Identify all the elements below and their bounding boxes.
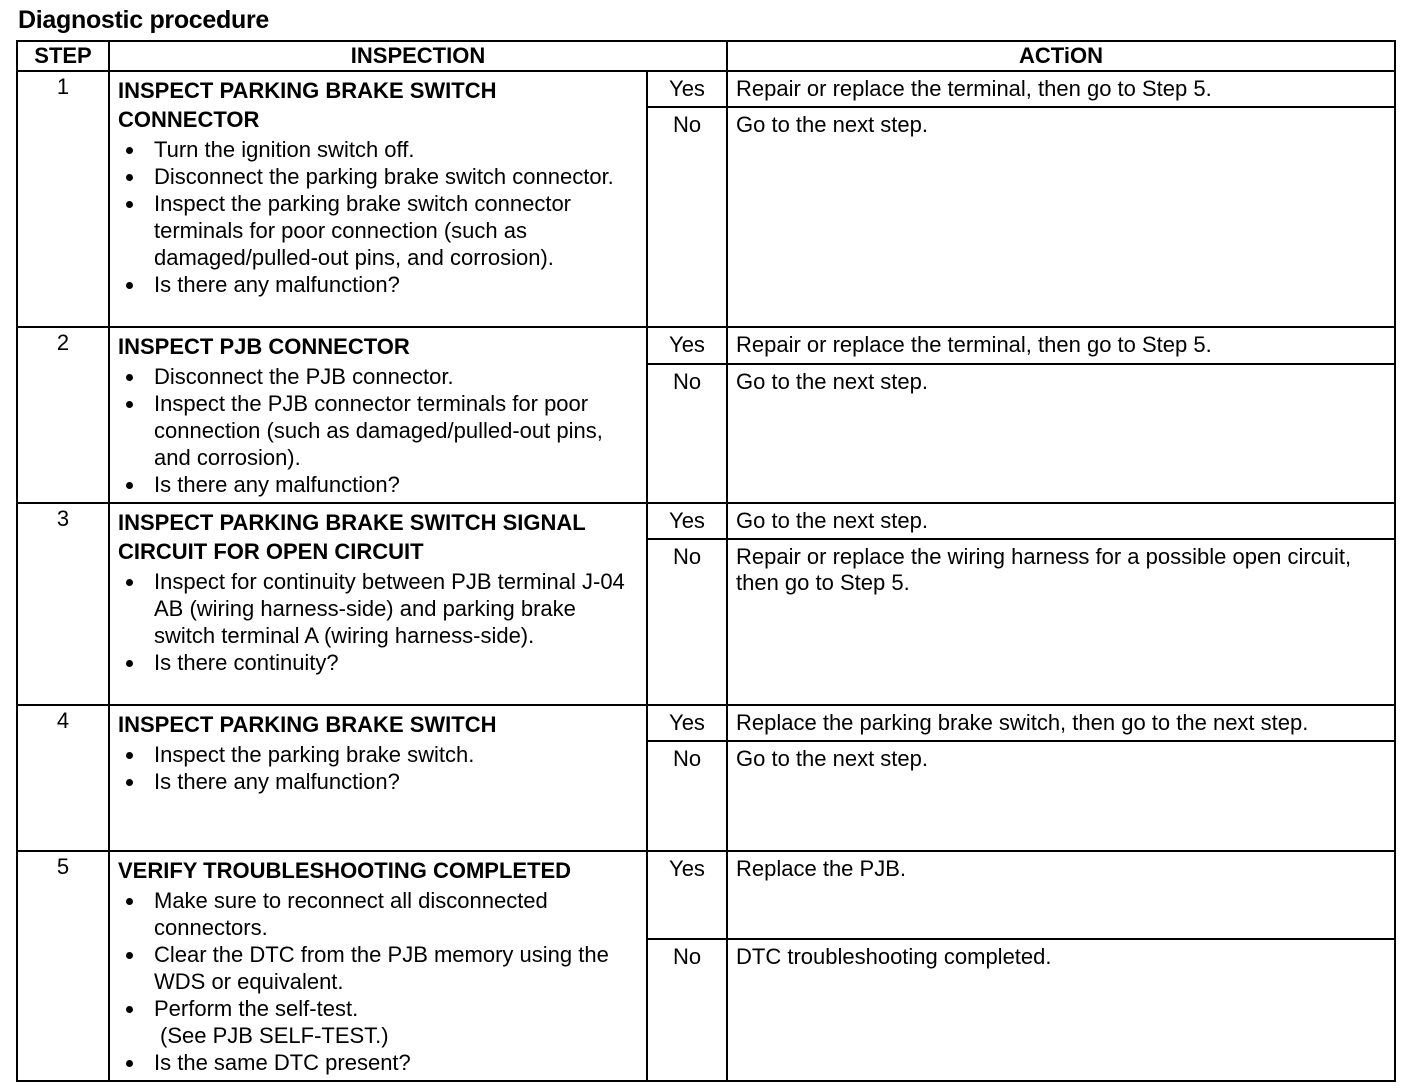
bullet-icon [126, 201, 133, 208]
yes-action: Go to the next step. [727, 503, 1395, 539]
bullet-icon [126, 374, 133, 381]
yes-label: Yes [647, 71, 727, 107]
bullet-icon [126, 660, 133, 667]
step-bullet-list [118, 136, 638, 298]
no-label: No [647, 364, 727, 503]
yes-label: Yes [647, 327, 727, 364]
step-1-yes-row [17, 71, 1395, 107]
yes-label: Yes [647, 705, 727, 741]
bullet-icon [126, 952, 133, 959]
step-number: 4 [17, 705, 109, 851]
step-bullet-list [118, 568, 638, 676]
yes-action: Repair or replace the terminal, then go to Step 5. [727, 71, 1395, 107]
yes-action: Repair or replace the terminal, then go to Step 5. [727, 327, 1395, 364]
diagnostic-table [16, 40, 1396, 1082]
step-bullet-list [118, 741, 638, 795]
step-number: 2 [17, 327, 109, 503]
bullet-item: Inspect for continuity between PJB terminal J-04 AB (wiring harness-side) and parking brake switch terminal A (wiring harness-side). [154, 568, 638, 649]
yes-label: Yes [647, 503, 727, 539]
no-label: No [647, 107, 727, 327]
bullet-item: Is the same DTC present? [154, 1049, 638, 1076]
header-row [17, 41, 1395, 71]
bullet-icon [126, 174, 133, 181]
no-action: Go to the next step. [727, 107, 1395, 327]
bullet-item: Perform the self-test. (See PJB SELF-TEST.) [154, 995, 638, 1049]
step-number: 5 [17, 851, 109, 1081]
bullet-item: Disconnect the PJB connector. [154, 363, 638, 390]
bullet-item: Is there any malfunction? [154, 471, 638, 498]
no-action: Go to the next step. [727, 364, 1395, 503]
step-5-yes-row [17, 851, 1395, 939]
step-2-yes-row [17, 327, 1395, 364]
bullet-item: Turn the ignition switch off. [154, 136, 638, 163]
bullet-icon [126, 401, 133, 408]
yes-action: Replace the parking brake switch, then go to the next step. [727, 705, 1395, 741]
bullet-icon [126, 147, 133, 154]
bullet-item: Is there any malfunction? [154, 271, 638, 298]
yes-label: Yes [647, 851, 727, 939]
no-label: No [647, 539, 727, 705]
step-header: STEP [17, 41, 109, 71]
bullet-item: Clear the DTC from the PJB memory using the WDS or equivalent. [154, 941, 638, 995]
bullet-item: Inspect the parking brake switch connector terminals for poor connection (such as damaged/pulled-out pins, and corrosion). [154, 190, 638, 271]
step-bullet-list [118, 363, 638, 498]
bullet-icon [126, 898, 133, 905]
bullet-icon [126, 579, 133, 586]
step-inspection [109, 503, 647, 705]
step-title: VERIFY TROUBLESHOOTING COMPLETED [118, 858, 572, 883]
inspection-header: INSPECTION [109, 41, 727, 71]
step-title: INSPECT PARKING BRAKE SWITCH [118, 712, 497, 737]
step-inspection [109, 705, 647, 851]
no-label: No [647, 741, 727, 851]
step-4-yes-row [17, 705, 1395, 741]
step-inspection [109, 71, 647, 327]
step-number: 1 [17, 71, 109, 327]
no-label: No [647, 939, 727, 1081]
step-inspection [109, 327, 647, 503]
page-title: Diagnostic procedure [18, 6, 269, 34]
bullet-icon [126, 752, 133, 759]
bullet-item: Is there any malfunction? [154, 768, 638, 795]
no-action: DTC troubleshooting completed. [727, 939, 1395, 1081]
bullet-icon [126, 1006, 133, 1013]
step-3-yes-row [17, 503, 1395, 539]
step-title: INSPECT PARKING BRAKE SWITCH CONNECTOR [118, 78, 497, 132]
action-header: ACTiON [727, 41, 1395, 71]
step-bullet-list [118, 887, 638, 1076]
bullet-item: Is there continuity? [154, 649, 638, 676]
bullet-icon [126, 282, 133, 289]
bullet-item: Inspect the PJB connector terminals for poor connection (such as damaged/pulled-out pins, and corrosion). [154, 390, 638, 471]
step-title: INSPECT PJB CONNECTOR [118, 334, 410, 359]
yes-action: Replace the PJB. [727, 851, 1395, 939]
step-number: 3 [17, 503, 109, 705]
bullet-icon [126, 1060, 133, 1067]
bullet-icon [126, 482, 133, 489]
step-inspection [109, 851, 647, 1081]
no-action: Repair or replace the wiring harness for a possible open circuit, then go to Step 5. [727, 539, 1395, 705]
bullet-item: Make sure to reconnect all disconnected connectors. [154, 887, 638, 941]
bullet-icon [126, 779, 133, 786]
step-note: (See PJB SELF-TEST.) [160, 1023, 389, 1048]
bullet-item: Disconnect the parking brake switch connector. [154, 163, 638, 190]
bullet-item: Inspect the parking brake switch. [154, 741, 638, 768]
no-action: Go to the next step. [727, 741, 1395, 851]
step-title: INSPECT PARKING BRAKE SWITCH SIGNAL CIRCUIT FOR OPEN CIRCUIT [118, 510, 586, 564]
